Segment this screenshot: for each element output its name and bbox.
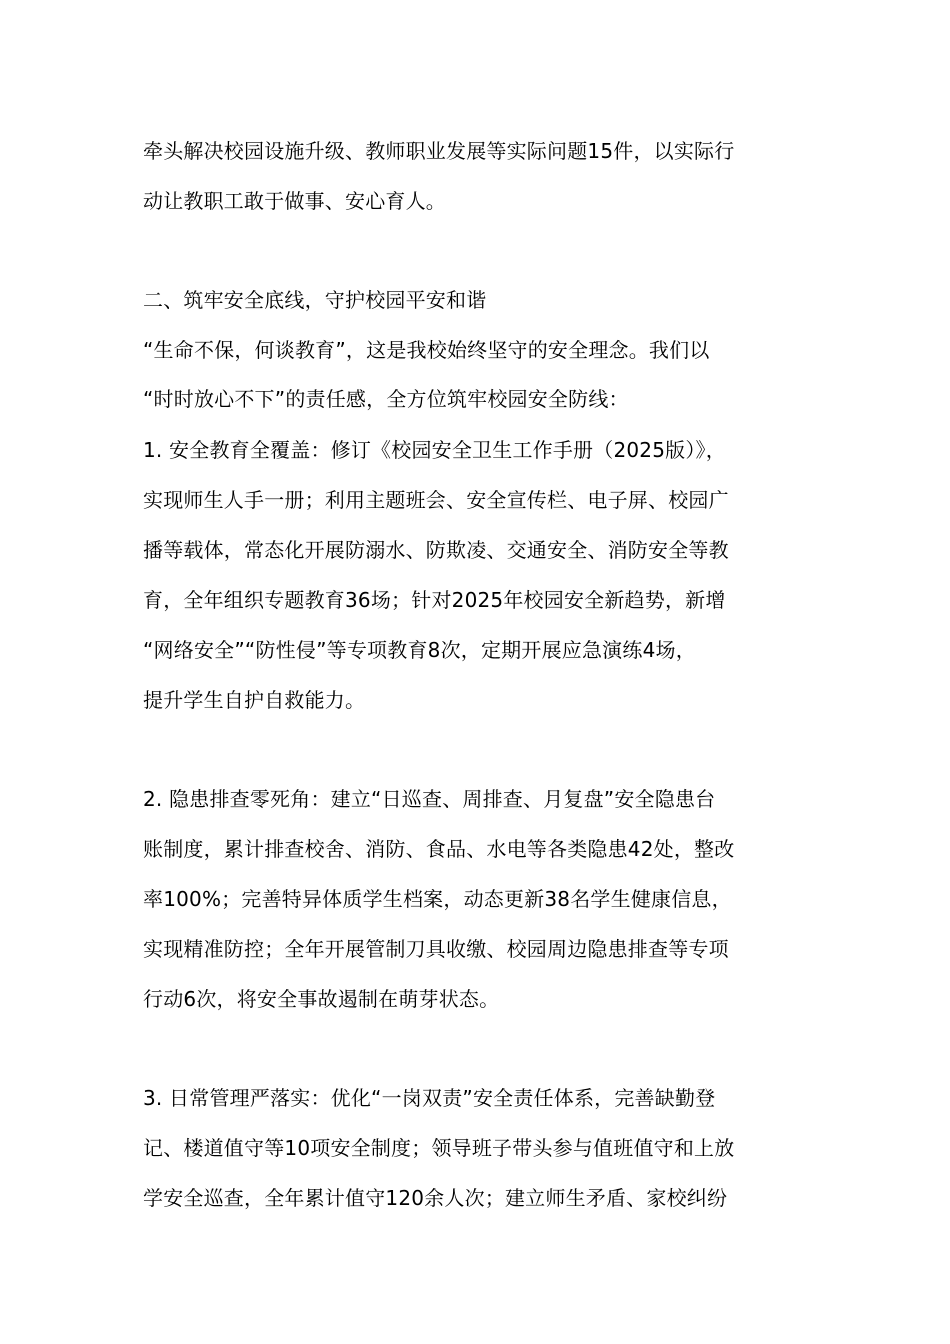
list-item-line: 行动6次，将安全事故遏制在萌芽状态。 <box>143 987 500 1011</box>
paragraph-line: “时时放心不下”的责任感，全方位筑牢校园安全防线： <box>143 387 629 411</box>
list-item-line: 2. 隐患排查零死角：建立“日巡查、周排查、月复盘”安全隐患台 <box>143 787 716 811</box>
list-item-line: 育，全年组织专题教育36场；针对2025年校园安全新趋势，新增 <box>143 588 726 612</box>
list-item-line: 提升学生自护自救能力。 <box>143 688 366 712</box>
list-item-line: 1. 安全教育全覆盖：修订《校园安全卫生工作手册（2025版）》， <box>143 438 726 462</box>
paragraph-line: 牵头解决校园设施升级、教师职业发展等实际问题15件，以实际行 <box>143 139 735 163</box>
list-item-line: 实现师生人手一册；利用主题班会、安全宣传栏、电子屏、校园广 <box>143 488 729 512</box>
list-item-line: 播等载体，常态化开展防溺水、防欺凌、交通安全、消防安全等教 <box>143 538 729 562</box>
list-item-line: 账制度，累计排查校舍、消防、食品、水电等各类隐患42处，整改 <box>143 837 735 861</box>
list-item-line: 记、楼道值守等10项安全制度；领导班子带头参与值班值守和上放 <box>143 1136 735 1160</box>
list-item-line: 率100%；完善特异体质学生档案，动态更新38名学生健康信息， <box>143 887 732 911</box>
section-heading: 二、筑牢安全底线，守护校园平安和谐 <box>143 288 487 312</box>
list-item-line: 3. 日常管理严落实：优化“一岗双责”安全责任体系，完善缺勤登 <box>143 1086 716 1110</box>
list-item-line: “网络安全”“防性侵”等专项教育8次，定期开展应急演练4场， <box>143 638 696 662</box>
paragraph-line: “生命不保，何谈教育”，这是我校始终坚守的安全理念。我们以 <box>143 338 710 362</box>
list-item-line: 学安全巡查，全年累计值守120余人次；建立师生矛盾、家校纠纷 <box>143 1186 728 1210</box>
paragraph-line: 动让教职工敢于做事、安心育人。 <box>143 189 446 213</box>
list-item-line: 实现精准防控；全年开展管制刀具收缴、校园周边隐患排查等专项 <box>143 937 729 961</box>
